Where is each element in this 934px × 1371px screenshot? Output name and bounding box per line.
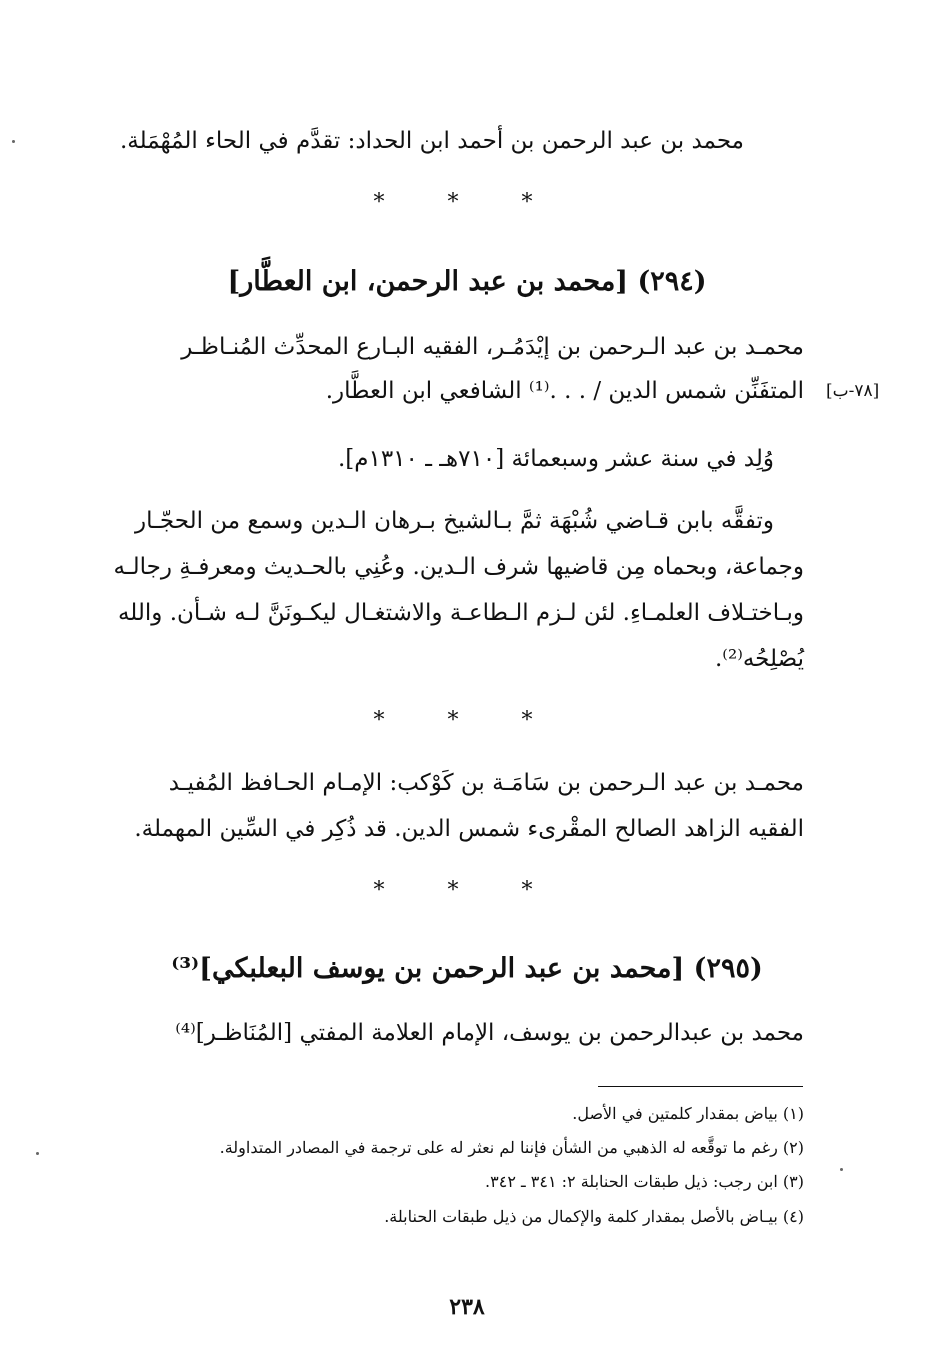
cross-ref-line-2: الفقيه الزاهد الصالح المقْرىء شمس الدين. قد ذُكِر في السِّين المهملة. — [134, 816, 804, 842]
separator-1: * * * — [373, 190, 561, 215]
scan-speck — [12, 140, 15, 143]
intro-line: محمد بن عبد الرحمن بن أحمد ابن الحداد: تقدَّم في الحاء المُهْمَلة. — [119, 128, 744, 154]
entry-294-line-3: وُلِد في سنة عشر وسبعمائة [٧١٠هـ ـ ١٣١٠م]. — [337, 446, 774, 472]
entry-295-heading: (٢٩٥) [محمد بن عبد الرحمن بن يوسف البعلبكي]⁽³⁾ — [171, 953, 763, 984]
entry-295-line-1: محمد بن عبدالرحمن بن يوسف، الإمام العلامة المفتي [المُنَاظـر]⁽⁴⁾ — [175, 1020, 804, 1046]
entry-294-heading: (٢٩٤) [محمد بن عبد الرحمن، ابن العطَّار] — [227, 266, 707, 297]
scan-speck — [840, 1168, 843, 1171]
page-number: ٢٣٨ — [449, 1294, 485, 1320]
entry-294-line-4: وتفقَّه بابن قـاضي شُبْهَة ثمَّ بـالشيخ بـرهان الـدين وسمع من الحجّـار — [135, 508, 774, 534]
footnote-divider — [598, 1086, 803, 1087]
entry-294-line-7: يُصْلِحُه⁽²⁾. — [715, 646, 804, 672]
footnote-4: (٤) بيـاض بالأصل بمقدار كلمة والإكمال من ذيل طبقات الحنابلة. — [384, 1207, 804, 1226]
separator-2: * * * — [373, 708, 561, 733]
margin-folio-ref: [٧٨-ب] — [826, 381, 880, 401]
cross-ref-line-1: محمـد بن عبد الـرحمن بن سَامَـة بن كَوْكب: الإمـام الحـافظ المُفيـد — [168, 770, 804, 796]
entry-294-line-5: وجماعة، وبحماه مِن قاضيها شرف الـدين. وعُنِي بالحـديث ومعرفـةِ رجالـه — [113, 554, 804, 580]
footnote-2: (٢) رغم ما توقَّعه له الذهبي من الشأن فإننا لم نعثر له على ترجمة في المصادر المتداولة. — [219, 1138, 804, 1157]
footnote-1: (١) بياض بمقدار كلمتين في الأصل. — [572, 1104, 804, 1123]
separator-3: * * * — [373, 878, 561, 903]
entry-294-line-6: وبـاختـلاف العلمـاءِ. لئن لـزم الـطاعـة والاشتغـال ليكـونَنَّ لـه شـأن. والله — [117, 600, 804, 626]
entry-294-line-1: محمـد بن عبد الـرحمن بن إيْدَمُـر، الفقيه البـارع المحدِّث المُنـاظـر — [181, 334, 804, 360]
footnote-3: (٣) ابن رجب: ذيل طبقات الحنابلة ٢: ٣٤١ ـ ٣٤٢. — [485, 1172, 804, 1191]
entry-294-line-2: المتفَنِّن شمس الدين / . . .⁽¹⁾ الشافعي ابن العطَّار. — [325, 378, 804, 404]
scan-speck — [36, 1152, 39, 1155]
